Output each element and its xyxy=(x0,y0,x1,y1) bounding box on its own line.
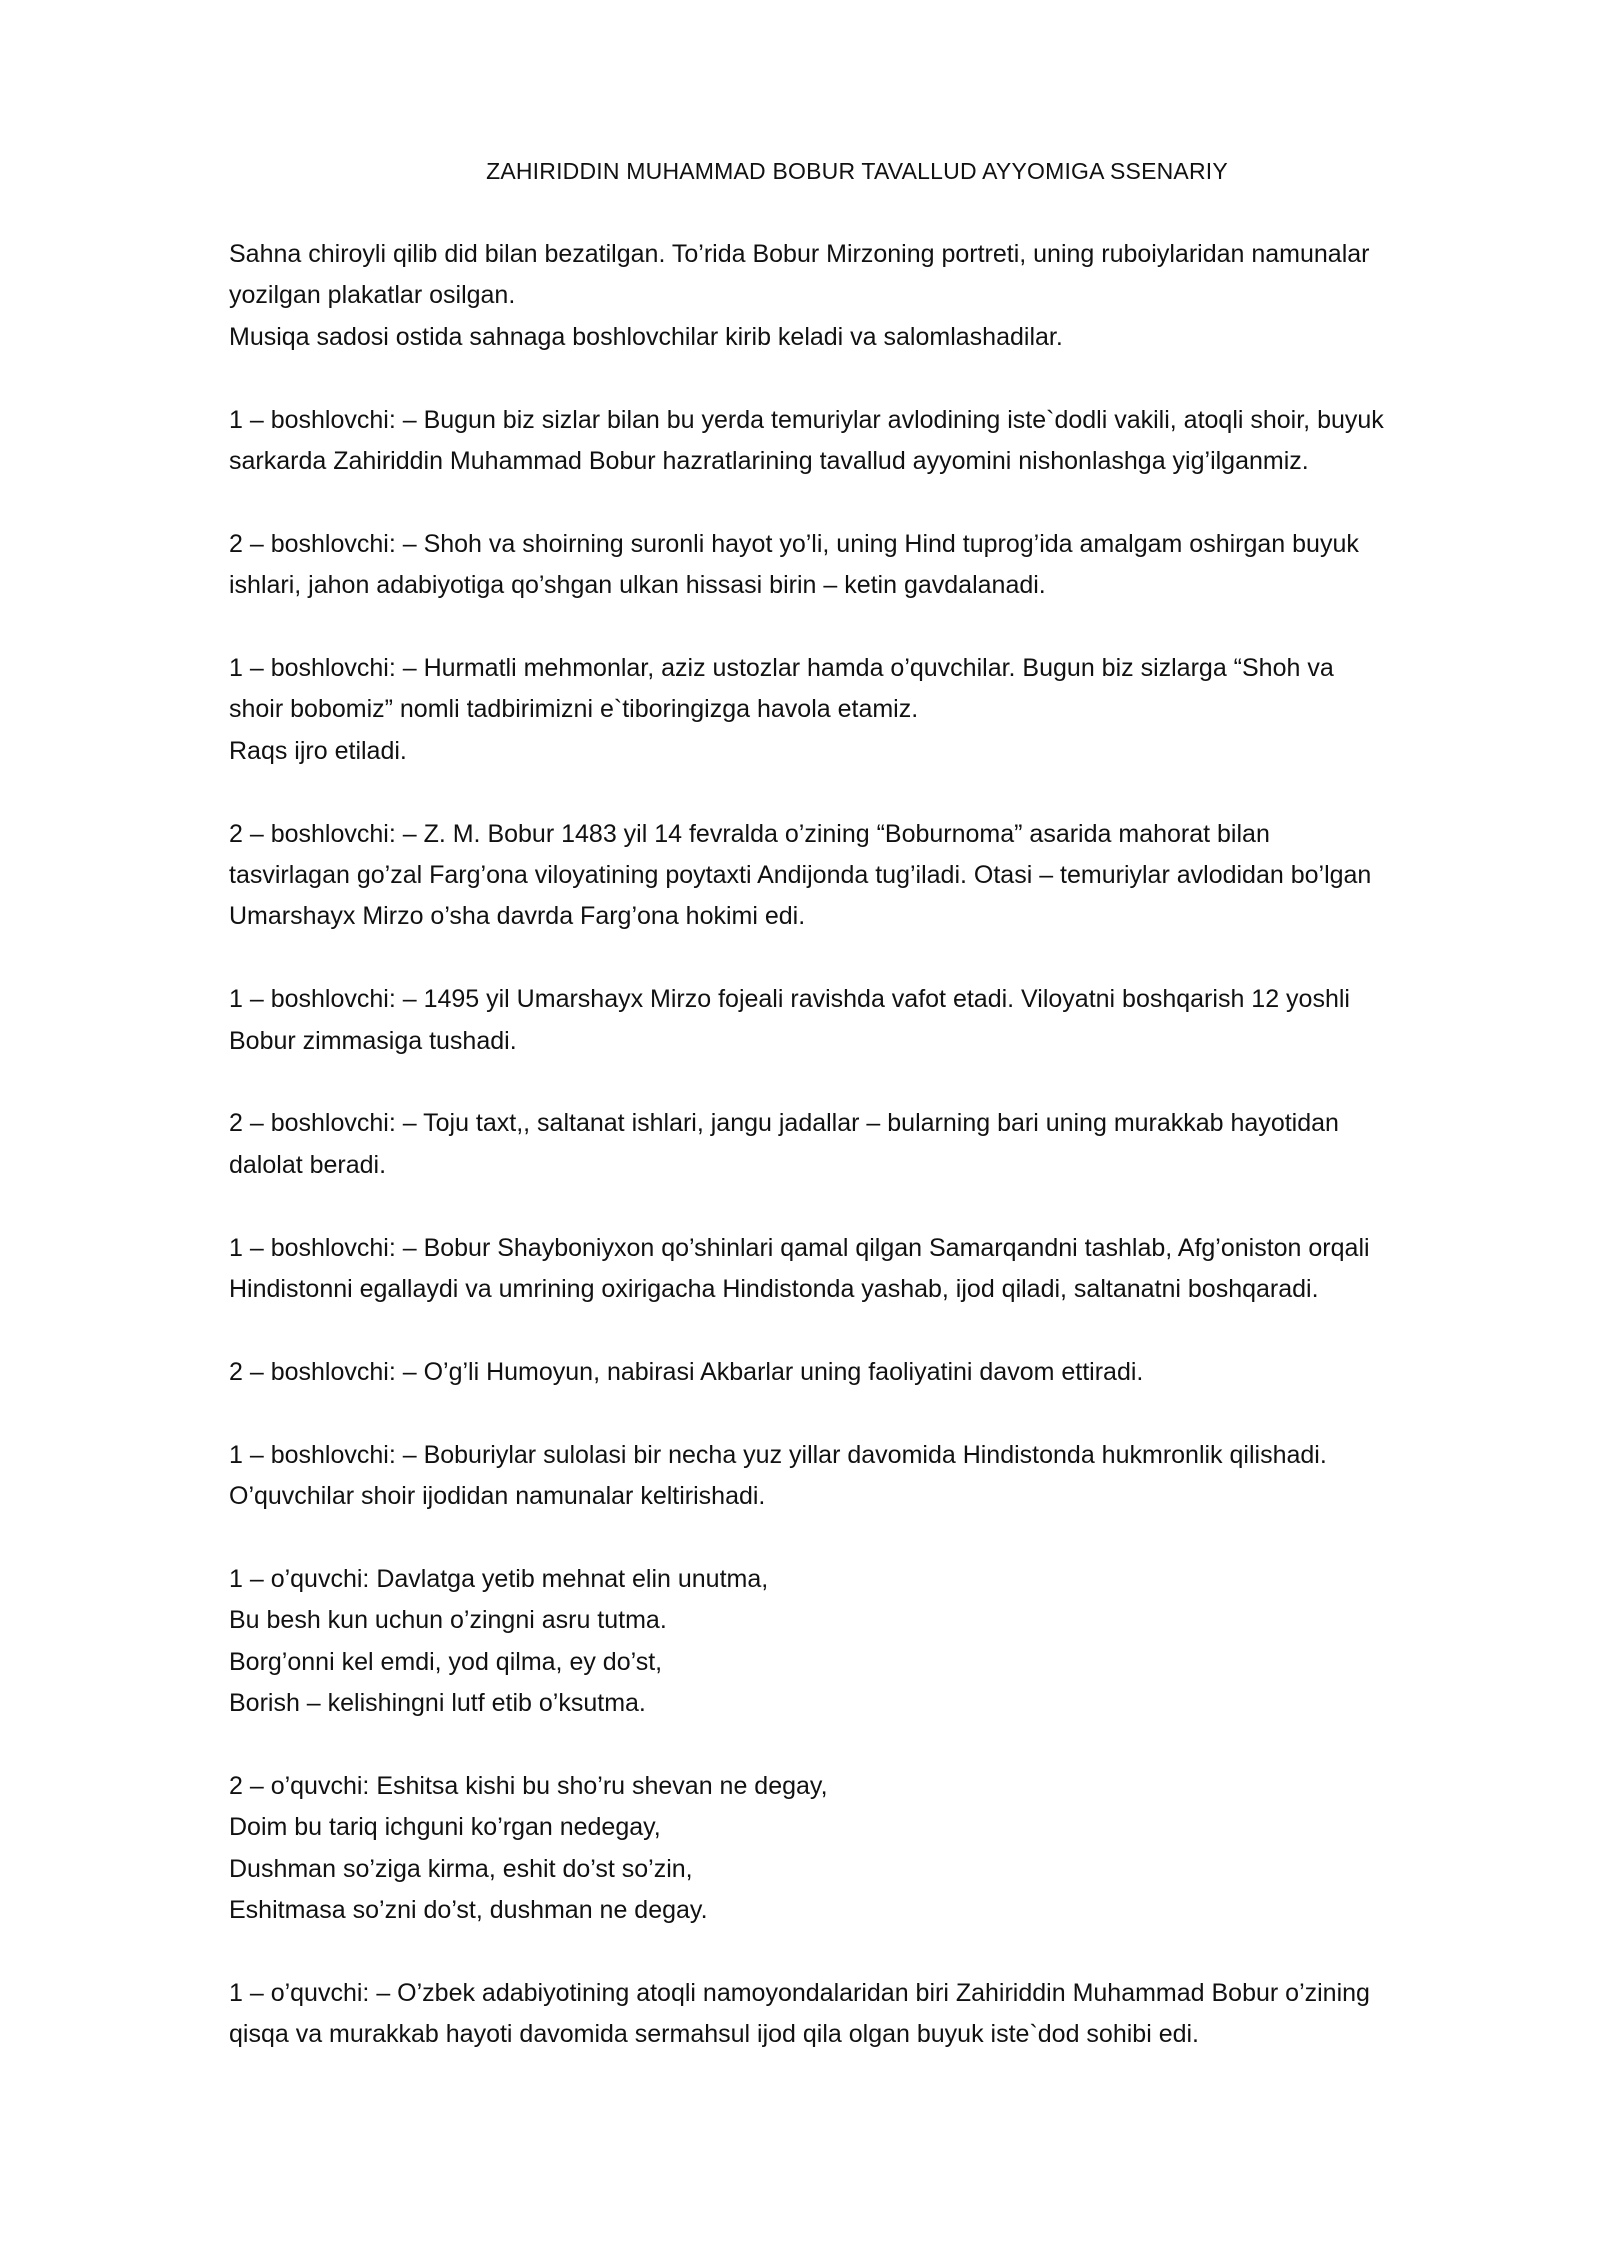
text-line: Bu besh kun uchun o’zingni asru tutma. xyxy=(229,1606,667,1635)
paragraph xyxy=(229,1228,1529,1311)
paragraph xyxy=(229,1766,1529,1932)
text-line: Bobur zimmasiga tushadi. xyxy=(229,1026,517,1055)
text-line: 2 – boshlovchi: – Shoh va shoirning suronli hayot yo’li, uning Hind tuprog’ida amalgam oshirgan buyuk xyxy=(229,529,1359,558)
text-line: 2 – boshlovchi: – O’g’li Humoyun, nabirasi Akbarlar uning faoliyatini davom ettiradi. xyxy=(229,1357,1144,1386)
paragraph xyxy=(229,979,1529,1062)
text-line: 1 – boshlovchi: – Hurmatli mehmonlar, aziz ustozlar hamda o’quvchilar. Bugun biz sizlarga “Shoh va xyxy=(229,654,1334,683)
paragraph xyxy=(229,1352,1529,1393)
text-line: 1 – o’quvchi: Davlatga yetib mehnat elin unutma, xyxy=(229,1564,769,1593)
text-line: Raqs ijro etiladi. xyxy=(229,736,407,765)
text-line: 1 – boshlovchi: – Boburiylar sulolasi bir necha yuz yillar davomida Hindistonda hukmronlik qilishadi. xyxy=(229,1440,1327,1469)
text-line: Sahna chiroyli qilib did bilan bezatilgan. To’rida Bobur Mirzoning portreti, uning ruboiylaridan namunalar xyxy=(229,240,1370,268)
text-line: dalolat beradi. xyxy=(229,1150,387,1179)
text-line: Eshitmasa so’zni do’st, dushman ne degay. xyxy=(229,1896,708,1925)
paragraph xyxy=(229,1103,1529,1186)
text-line: yozilgan plakatlar osilgan. xyxy=(229,281,516,310)
text-line: tasvirlagan go’zal Farg’ona viloyatining poytaxti Andijonda tug’iladi. Otasi – temuriylar avlodidan bo’lgan xyxy=(229,861,1372,890)
text-line: 1 – boshlovchi: – Bobur Shayboniyxon qo’shinlari qamal qilgan Samarqandni tashlab, Afg’oniston orqali xyxy=(229,1233,1370,1262)
paragraph xyxy=(229,234,1529,358)
text-line: Dushman so’ziga kirma, eshit do’st so’zin, xyxy=(229,1854,693,1883)
paragraph xyxy=(229,1973,1529,2056)
text-line: qisqa va murakkab hayoti davomida sermahsul ijod qila olgan buyuk iste`dod sohibi edi. xyxy=(229,2020,1199,2049)
text-line: Borg’onni kel emdi, yod qilma, ey do’st, xyxy=(229,1647,663,1676)
text-line: 1 – o’quvchi: – O’zbek adabiyotining atoqli namoyondalaridan biri Zahiriddin Muhammad Bobur o’zining xyxy=(229,1978,1370,2007)
paragraph xyxy=(229,524,1529,607)
text-line: 2 – boshlovchi: – Toju taxt,, saltanat ishlari, jangu jadallar – bularning bari uning murakkab hayotidan xyxy=(229,1109,1339,1138)
text-line: 2 – o’quvchi: Eshitsa kishi bu sho’ru shevan ne degay, xyxy=(229,1771,828,1800)
paragraph xyxy=(229,648,1529,772)
document-body xyxy=(229,234,1529,2097)
text-line: sarkarda Zahiriddin Muhammad Bobur hazratlarining tavallud ayyomini nishonlashga yig’ilganmiz. xyxy=(229,447,1309,476)
text-line: Hindistonni egallaydi va umrining oxirigacha Hindistonda yashab, ijod qiladi, saltanatni boshqaradi. xyxy=(229,1275,1319,1304)
text-line: Borish – kelishingni lutf etib o’ksutma. xyxy=(229,1689,646,1718)
text-line: Umarshayx Mirzo o’sha davrda Farg’ona hokimi edi. xyxy=(229,902,806,931)
paragraph xyxy=(229,814,1529,938)
text-line: Doim bu tariq ichguni ko’rgan nedegay, xyxy=(229,1813,661,1842)
text-line: 1 – boshlovchi: – 1495 yil Umarshayx Mirzo fojeali ravishda vafot etadi. Viloyatni boshqarish 12 yoshli xyxy=(229,985,1350,1014)
paragraph xyxy=(229,1435,1529,1518)
text-line: shoir bobomiz” nomli tadbirimizni e`tiboringizga havola etamiz. xyxy=(229,695,919,724)
text-line: O’quvchilar shoir ijodidan namunalar keltirishadi. xyxy=(229,1482,766,1511)
text-line: 1 – boshlovchi: – Bugun biz sizlar bilan bu yerda temuriylar avlodining iste`dodli vakili, atoqli shoir, buyuk xyxy=(229,405,1384,434)
text-line: Musiqa sadosi ostida sahnaga boshlovchilar kirib keladi va salomlashadilar. xyxy=(229,322,1063,351)
paragraph xyxy=(229,1559,1529,1725)
text-line: 2 – boshlovchi: – Z. M. Bobur 1483 yil 14 fevralda o’zining “Boburnoma” asarida mahorat bilan xyxy=(229,819,1270,848)
paragraph xyxy=(229,400,1529,483)
text-line: ishlari, jahon adabiyotiga qo’shgan ulkan hissasi birin – ketin gavdalanadi. xyxy=(229,571,1046,600)
page-title: ZAHIRIDDIN MUHAMMAD BOBUR TAVALLUD AYYOMIGA SSENARIY xyxy=(486,158,1228,184)
